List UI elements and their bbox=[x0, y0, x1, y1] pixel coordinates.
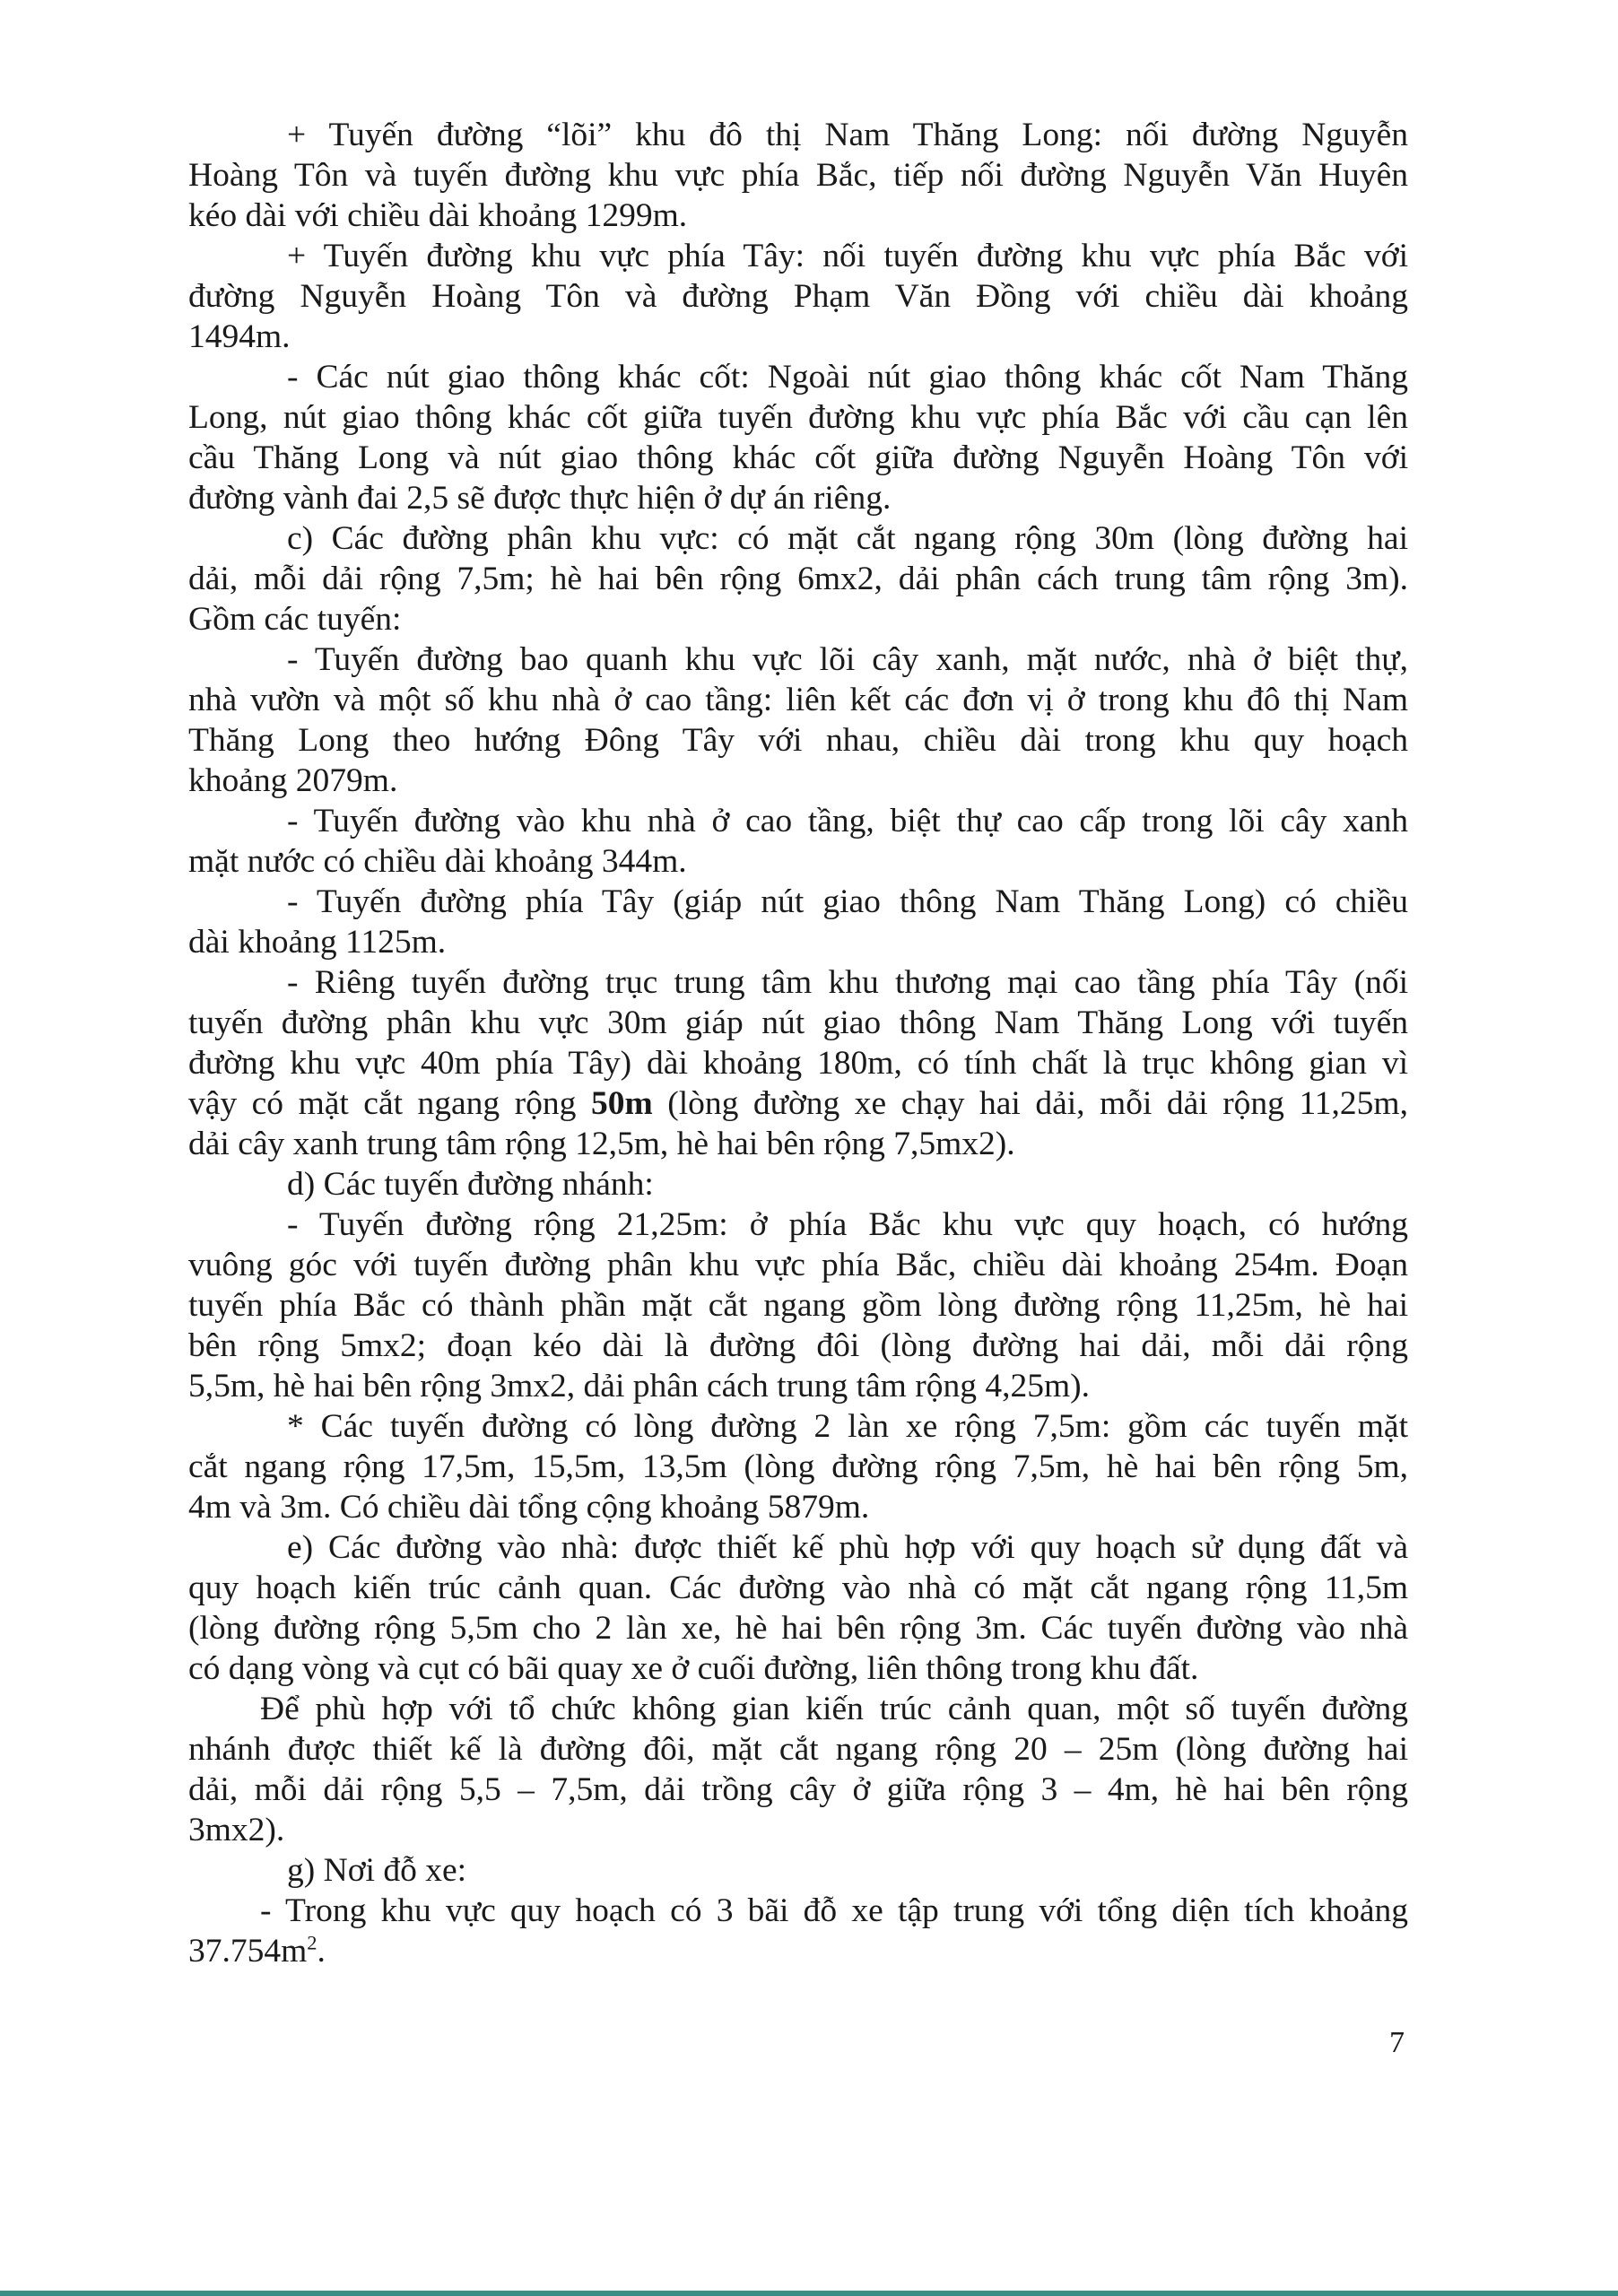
text-line: nhánh được thiết kế là đường đôi, mặt cắt ngang rộng 20 – 25m (lòng đường hai bbox=[188, 1731, 1408, 1768]
section-e-heading: e) Các đường vào nhà: được thiết kế phù hợp với quy hoạch sử dụng đất và bbox=[287, 1529, 1408, 1566]
text-line: 3mx2). bbox=[188, 1812, 285, 1848]
text-line: tuyến phía Bắc có thành phần mặt cắt ngang gồm lòng đường rộng 11,25m, hè hai bbox=[188, 1287, 1408, 1324]
text-line: - Tuyến đường rộng 21,25m: ở phía Bắc khu vực quy hoạch, có hướng bbox=[287, 1206, 1408, 1243]
section-d-heading: d) Các tuyến đường nhánh: bbox=[287, 1166, 654, 1203]
text-line: dải cây xanh trung tâm rộng 12,5m, hè hai bên rộng 7,5mx2). bbox=[188, 1126, 1015, 1162]
text-line: vuông góc với tuyến đường phân khu vực phía Bắc, chiều dài khoảng 254m. Đoạn bbox=[188, 1247, 1408, 1283]
text-line: đường Nguyễn Hoàng Tôn và đường Phạm Văn Đồng với chiều dài khoảng bbox=[188, 278, 1408, 315]
text-line: 1494m. bbox=[188, 318, 291, 355]
scan-edge bbox=[0, 2291, 1618, 2296]
text-line: mặt nước có chiều dài khoảng 344m. bbox=[188, 843, 687, 880]
text-segment: vậy có mặt cắt ngang rộng bbox=[188, 1085, 591, 1122]
text-line: 5,5m, hè hai bên rộng 3mx2, dải phân cách trung tâm rộng 4,25m). bbox=[188, 1368, 1090, 1405]
text-segment: 37.754m bbox=[188, 1933, 308, 1970]
text-line bbox=[188, 1931, 1408, 1971]
bold-width-value: 50m bbox=[590, 1085, 653, 1122]
text-line: - Tuyến đường vào khu nhà ở cao tầng, biệt thự cao cấp trong lõi cây xanh bbox=[287, 803, 1408, 839]
text-line: có dạng vòng và cụt có bãi quay xe ở cuối đường, liên thông trong khu đất. bbox=[188, 1650, 1199, 1687]
section-g-heading: g) Nơi đỗ xe: bbox=[287, 1852, 467, 1889]
text-line: cắt ngang rộng 17,5m, 15,5m, 13,5m (lòng đường rộng 7,5m, hè hai bên rộng 5m, bbox=[188, 1448, 1408, 1485]
text-line: bên rộng 5mx2; đoạn kéo dài là đường đôi (lòng đường hai dải, mỗi dải rộng bbox=[188, 1327, 1408, 1364]
text-segment: . bbox=[317, 1933, 326, 1970]
text-line: - Tuyến đường phía Tây (giáp nút giao thông Nam Thăng Long) có chiều bbox=[287, 883, 1408, 920]
text-line: quy hoạch kiến trúc cảnh quan. Các đường vào nhà có mặt cắt ngang rộng 11,5m bbox=[188, 1570, 1408, 1606]
text-line: Để phù hợp với tổ chức không gian kiến trúc cảnh quan, một số tuyến đường bbox=[260, 1691, 1408, 1727]
text-line: + Tuyến đường khu vực phía Tây: nối tuyến đường khu vực phía Bắc với bbox=[287, 238, 1408, 274]
text-line: Long, nút giao thông khác cốt giữa tuyến đường khu vực phía Bắc với cầu cạn lên bbox=[188, 399, 1408, 436]
page-number: 7 bbox=[1389, 2026, 1405, 2059]
document-body bbox=[188, 115, 1408, 1971]
text-line: * Các tuyến đường có lòng đường 2 làn xe rộng 7,5m: gồm các tuyến mặt bbox=[287, 1408, 1408, 1445]
text-line: - Riêng tuyến đường trục trung tâm khu thương mại cao tầng phía Tây (nối bbox=[287, 964, 1408, 1001]
text-line: dải, mỗi dải rộng 7,5m; hè hai bên rộng 6mx2, dải phân cách trung tâm rộng 3m). bbox=[188, 561, 1408, 597]
text-line: dải, mỗi dải rộng 5,5 – 7,5m, dải trồng cây ở giữa rộng 3 – 4m, hè hai bên rộng bbox=[188, 1771, 1408, 1808]
text-segment: (lòng đường xe chạy hai dải, mỗi dải rộng 11,25m, bbox=[652, 1085, 1408, 1122]
text-line: tuyến đường phân khu vực 30m giáp nút giao thông Nam Thăng Long với tuyến bbox=[188, 1004, 1408, 1041]
text-line: đường vành đai 2,5 sẽ được thực hiện ở dự án riêng. bbox=[188, 480, 892, 517]
text-line: kéo dài với chiều dài khoảng 1299m. bbox=[188, 197, 688, 234]
text-line: 4m và 3m. Có chiều dài tổng cộng khoảng 5879m. bbox=[188, 1489, 870, 1526]
text-line: nhà vườn và một số khu nhà ở cao tầng: liên kết các đơn vị ở trong khu đô thị Nam bbox=[188, 682, 1408, 718]
text-line: dài khoảng 1125m. bbox=[188, 924, 447, 961]
text-line: + Tuyến đường “lõi” khu đô thị Nam Thăng Long: nối đường Nguyễn bbox=[287, 117, 1408, 153]
text-line: Hoàng Tôn và tuyến đường khu vực phía Bắc, tiếp nối đường Nguyễn Văn Huyên bbox=[188, 157, 1408, 194]
text-line: - Các nút giao thông khác cốt: Ngoài nút giao thông khác cốt Nam Thăng bbox=[287, 359, 1408, 396]
text-line: - Tuyến đường bao quanh khu vực lõi cây xanh, mặt nước, nhà ở biệt thự, bbox=[287, 641, 1408, 678]
superscript: 2 bbox=[307, 1931, 318, 1954]
text-line: Thăng Long theo hướng Đông Tây với nhau, chiều dài trong khu quy hoạch bbox=[188, 722, 1408, 759]
text-line bbox=[188, 1083, 1408, 1124]
text-line: cầu Thăng Long và nút giao thông khác cốt giữa đường Nguyễn Hoàng Tôn với bbox=[188, 439, 1408, 476]
text-line: khoảng 2079m. bbox=[188, 762, 398, 799]
text-line: - Trong khu vực quy hoạch có 3 bãi đỗ xe tập trung với tổng diện tích khoảng bbox=[260, 1892, 1408, 1929]
section-c-heading: c) Các đường phân khu vực: có mặt cắt ngang rộng 30m (lòng đường hai bbox=[287, 520, 1408, 557]
text-line: đường khu vực 40m phía Tây) dài khoảng 180m, có tính chất là trục không gian vì bbox=[188, 1045, 1408, 1082]
text-line: (lòng đường rộng 5,5m cho 2 làn xe, hè hai bên rộng 3m. Các tuyến đường vào nhà bbox=[188, 1610, 1408, 1647]
text-line: Gồm các tuyến: bbox=[188, 601, 402, 638]
